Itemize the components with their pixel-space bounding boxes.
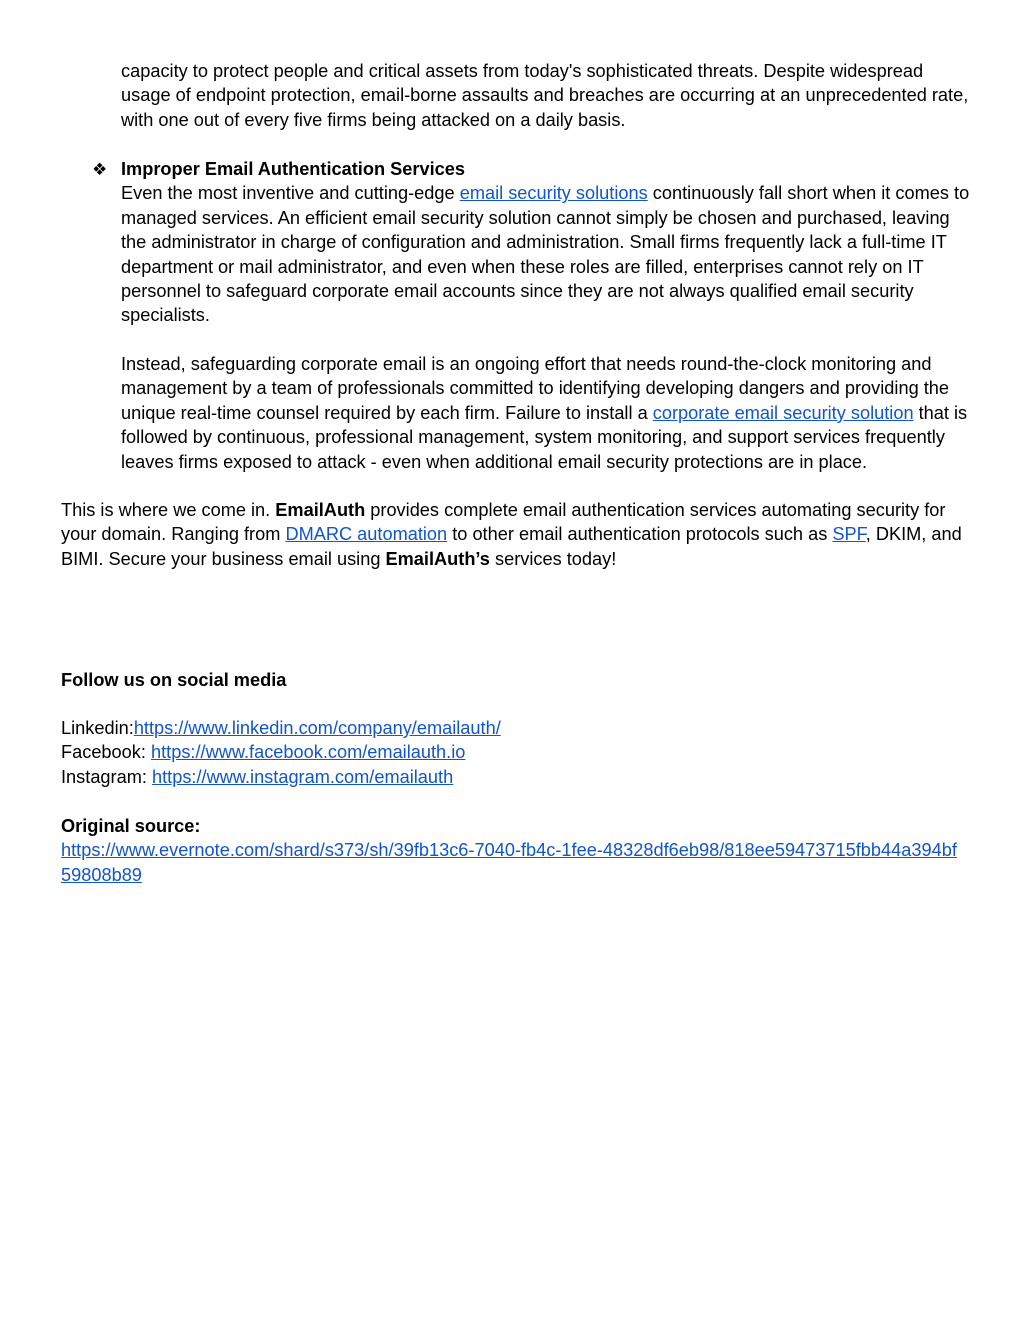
instagram-label: Instagram: <box>61 766 152 787</box>
closing-text-5: services today! <box>489 548 617 569</box>
closing-paragraph <box>61 498 971 571</box>
source-link[interactable]: https://www.evernote.com/shard/s373/sh/39fb13c6-7040-fb4c-1fee-48328df6eb98/818ee59473715fbb44a394bf59808b89 <box>61 840 957 885</box>
intro-text: capacity to protect people and critical assets from today's sophisticated threats. Despite widespread usage of endpoint protection, email-borne assaults and breaches are occurring at an unprecedented rate, with one out of every five firms being attacked on a daily basis. <box>121 61 969 130</box>
p2-text-before: Instead, safeguarding corporate email is an ongoing effort that needs round-the-clock monitoring and management by a team of professionals committed to identifying developing dangers and providing the unique real-time counsel required by each firm. Failure to install a <box>121 354 950 423</box>
closing-text-3: to other email authentication protocols such as <box>447 524 833 545</box>
spf-link[interactable]: SPF <box>832 524 866 545</box>
intro-paragraph <box>121 59 971 132</box>
linkedin-label: Linkedin: <box>61 718 134 738</box>
instagram-link[interactable]: https://www.instagram.com/emailauth <box>151 766 454 787</box>
bullet-section-p1 <box>121 157 971 328</box>
social-links <box>61 716 971 789</box>
closing-brand-2: EmailAuth’s <box>385 548 490 569</box>
facebook-label: Facebook: <box>61 742 151 763</box>
p2-text-after: that is followed by continuous, professional management, system monitoring, and support services frequently leaves firms exposed to attack - even when additional email security protections are in place. <box>121 402 968 472</box>
closing-text-2: provides complete email authentication services automating security for your domain. Ranging from <box>61 500 946 545</box>
closing-text-1: This is where we come in. <box>61 500 276 520</box>
diamond-bullet-icon: ❖ <box>92 160 108 179</box>
original-source <box>61 814 963 887</box>
social-heading <box>61 668 971 692</box>
closing-text-4: , DKIM, and BIMI. Secure your business email using <box>61 524 962 569</box>
linkedin-link[interactable]: https://www.linkedin.com/company/emailauth/ <box>133 718 501 738</box>
dmarc-automation-link[interactable]: DMARC automation <box>285 524 448 545</box>
closing-brand-1: EmailAuth <box>275 500 366 520</box>
source-heading: Original source: <box>61 816 201 836</box>
p1-text-after: continuously fall short when it comes to managed services. An efficient email security solution cannot simply be chosen and purchased, leaving the administrator in charge of configuration and administration. Small firms frequently lack a full-time IT department or mail administrator, and even when these roles are filled, enterprises cannot rely on IT personnel to safeguard corporate email accounts since they are not always qualified email security specialists. <box>121 183 970 326</box>
bullet-heading: Improper Email Authentication Services <box>121 159 465 179</box>
email-security-solutions-link[interactable]: email security solutions <box>459 183 648 204</box>
p1-text-before: Even the most inventive and cutting-edge <box>121 183 460 204</box>
corporate-email-security-solution-link[interactable]: corporate email security solution <box>652 402 914 423</box>
social-heading-text: Follow us on social media <box>61 670 287 690</box>
bullet-section-p2 <box>121 352 971 474</box>
facebook-link[interactable]: https://www.facebook.com/emailauth.io <box>150 742 466 763</box>
